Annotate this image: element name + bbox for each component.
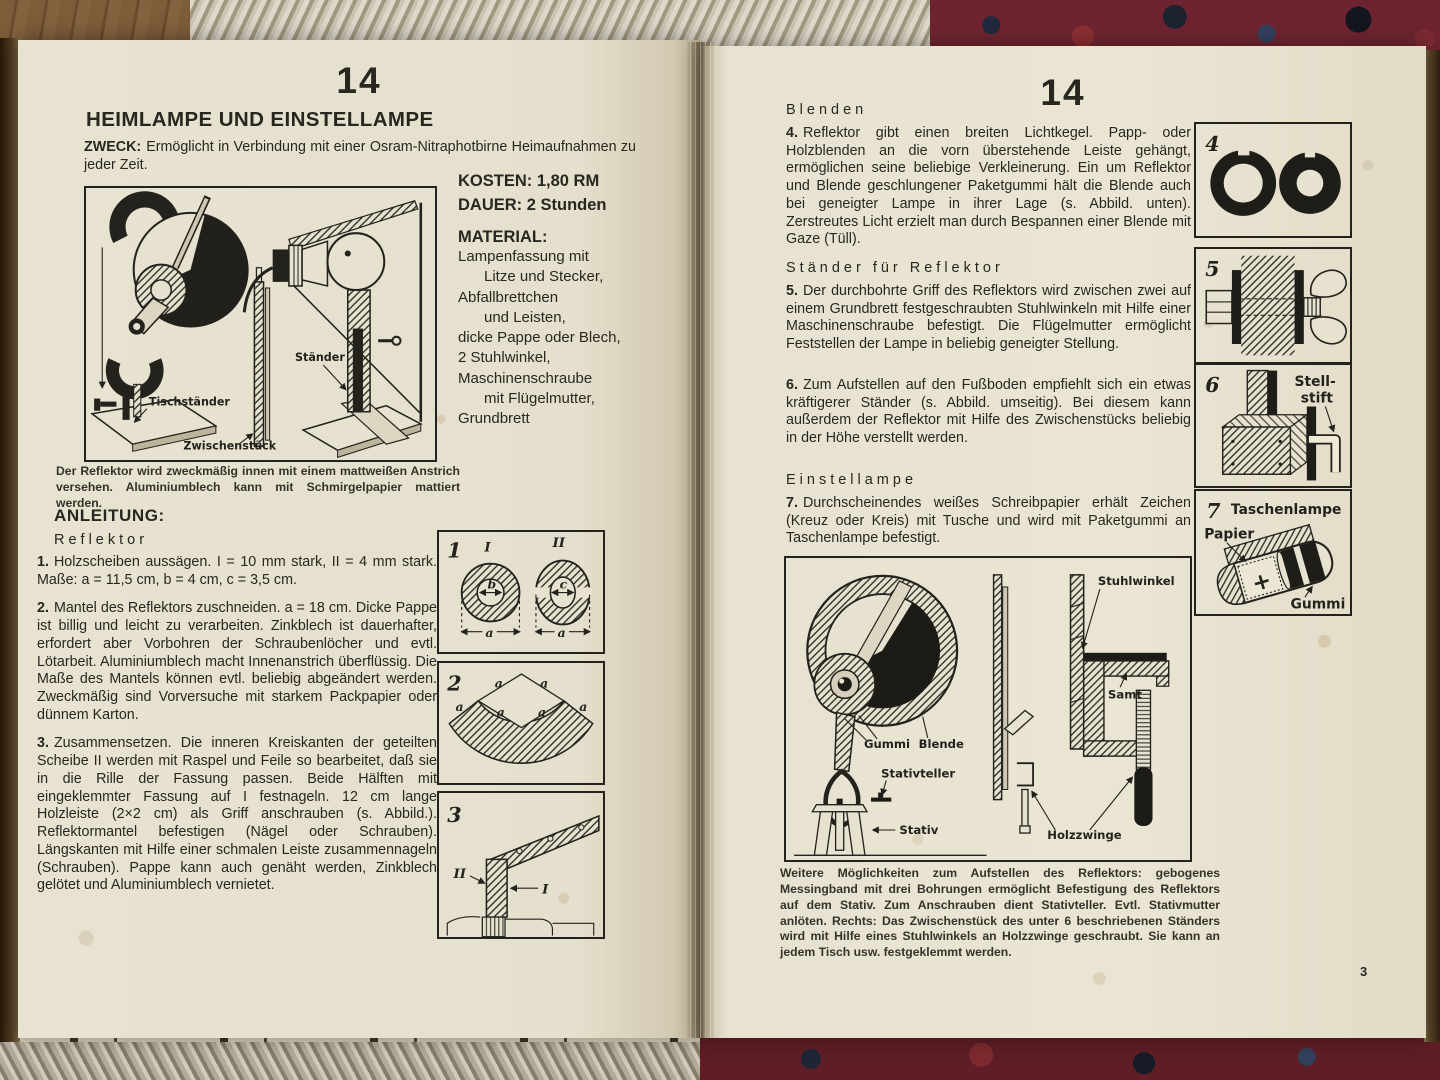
diagram-6-drawing [1196, 365, 1350, 486]
spacer-stick-drawing [254, 268, 269, 447]
label-stuhlwinkel: Stuhlwinkel [1097, 573, 1175, 588]
label-stativteller: Stativteller [881, 766, 956, 781]
right-page [700, 46, 1426, 1038]
label-blende: Blende [918, 736, 964, 751]
book-cover-left-edge [0, 38, 20, 1042]
diagram-3-drawing [439, 793, 603, 937]
diagram-2-number: 2 [447, 671, 462, 696]
cross-mark: + [1249, 567, 1275, 598]
dim-a: a [538, 704, 547, 720]
diagram-7 [1194, 489, 1352, 616]
step-text: Durchscheinendes weißes Schreibpapier erhält Zeichen (Kreuz oder Kreis) mit Tusche und wird mit Paketgummi an Taschenlampe befestigt. [786, 495, 1191, 547]
diagram-5-number: 5 [1205, 257, 1220, 282]
label-papier: Papier [1204, 526, 1255, 543]
roman-one: I [484, 539, 491, 556]
diagram-1 [437, 530, 605, 654]
label-staender: Ständer [294, 351, 345, 365]
material-line: Abfallbrettchen [458, 288, 559, 306]
step-text: Holzscheiben aussägen. I = 10 mm stark, II = 4 mm stark. Maße: a = 11,5 cm, b = 4 cm, c = 3,5 cm. [37, 554, 437, 588]
diagram-7-number: 7 [1206, 499, 1221, 524]
step-text: Mantel des Reflektors zuschneiden. a = 18 cm. Dicke Pappe ist billig und leicht zu verarbeiten. Zinkblech ist dauerhafter, erfordert aber Vorbohren der Schraubenlöcher und evtl. Lötarbeit. Aluminiumblech macht Innenanstrich überflüssig. Die Maße des Mantels können evtl. beliebig abgeändert werden. Zweckmäßig sind Vorversuche mit starkem Packpapier oder dünnem Karton. [37, 600, 437, 723]
diagram-6-number: 6 [1205, 373, 1220, 398]
diagram-1-number: 1 [447, 538, 462, 563]
lamp-exploded-drawing [86, 188, 435, 460]
step-text: Der durchbohrte Griff des Reflektors wird zwischen zwei auf einem Grundbrett festgeschraubten Stuhlwinkeln mit Hilfe einer Maschinenschraube befestigt. Die Flügelmutter ermöglicht Feststellen der Lampe in beliebig geneigter Stellung. [786, 283, 1191, 353]
info-column [458, 172, 704, 429]
dim-a: a [579, 699, 588, 715]
roman-two: II [552, 535, 565, 552]
right-page-number: 14 [1040, 72, 1086, 113]
diagram-3 [437, 791, 605, 939]
roman-one: I [542, 881, 549, 898]
step-2 [37, 600, 437, 724]
step-number: 1. [37, 554, 49, 570]
diagram-4-number: 4 [1205, 132, 1220, 157]
reflektor-heading: Reflektor [54, 532, 149, 548]
carpet-bottom-right [700, 1038, 1440, 1080]
dim-a: a [557, 624, 566, 640]
dim-b: b [487, 576, 497, 592]
material-label: MATERIAL: [458, 228, 548, 246]
diagram-4-drawing [1196, 124, 1350, 236]
carpet-fringe-bottom [0, 1042, 780, 1080]
step-number: 5. [786, 283, 798, 299]
diagram-5-drawing [1196, 249, 1350, 362]
zweck-label: ZWECK: [84, 139, 142, 155]
middle-bar-drawing [994, 575, 1033, 833]
zweck-text: Ermöglicht in Verbindung mit einer Osram-Nitraphotbirne Heimaufnahmen zu jeder Zeit. [84, 139, 636, 173]
diagram-6 [1194, 363, 1352, 488]
label-taschenlampe: Taschenlampe [1230, 502, 1342, 518]
diagram-5 [1194, 247, 1352, 364]
step-7 [786, 495, 1191, 548]
dauer-line: DAUER: 2 Stunden [458, 196, 607, 214]
material-line: dicke Pappe oder Blech, [458, 329, 621, 346]
step-text: Zusammensetzen. Die inneren Kreiskanten der geteilten Scheibe II werden mit Raspel und Feile so bearbeitet, daß sie in die Rille der Fassung passen. Beide Hälften mit eingeklemmter Fassung auf I festnageln. 12 cm lange Holzleiste (2×2 cm) als Griff anschrauben (s. Abbild.). Reflektormantel befestigen (Nägel oder Schrauben). Längskanten mit Hilfe einer schmalen Leiste zusammennageln (Schrauben). Pappe kann auch genäht werden, Zinkblech gelötet und Aluminiumblech vernietet. [37, 735, 437, 894]
step-6 [786, 377, 1191, 448]
label-holzzwinge: Holzzwinge [1047, 828, 1122, 843]
staender-heading: Ständer für Reflektor [786, 260, 1004, 276]
diagram-2-drawing [439, 663, 603, 783]
material-line: Lampenfassung mit [458, 248, 589, 265]
tripod-drawing [794, 799, 986, 856]
step-text: Reflektor gibt einen breiten Lichtkegel. Papp- oder Holzblenden an die vorn überstehende Leiste gehängt, ermöglichen seine beliebige Verkleinerung. Ein um Reflektor und Blende geschlungener Paketgummi hält die Blende auch bei geneigter Lampe in ihrer Lage (s. Abbild. unten). Zerstreutes Licht erzielt man durch Bespannen einer Blende mit Gaze (Tüll). [786, 125, 1191, 248]
label-samt: Samt [1107, 687, 1142, 702]
step-number: 6. [786, 377, 798, 393]
step-number: 3. [37, 735, 49, 752]
main-figure-right [784, 556, 1192, 862]
cone-and-bulb-drawing [244, 201, 421, 422]
figure-caption: Der Reflektor wird zweckmäßig innen mit einem mattweißen Anstrich versehen. Aluminiumblech kann mit Schmirgelpapier mattiert werden. [56, 464, 460, 510]
dim-a: a [455, 699, 464, 715]
step-number: 7. [786, 495, 798, 511]
blenden-heading: Blenden [786, 102, 868, 118]
kosten-line: KOSTEN: 1,80 RM [458, 172, 600, 190]
label-tischstaender: Tischständer [148, 395, 230, 409]
dim-a: a [485, 624, 494, 640]
diagram-3-number: 3 [447, 803, 462, 828]
material-line: mit Flügelmutter, [484, 389, 595, 407]
main-figure-left [84, 186, 437, 462]
material-line: 2 Stuhlwinkel, [458, 349, 551, 367]
label-stellstift-1: Stell- [1294, 373, 1336, 390]
material-line: Litze und Stecker, [484, 268, 604, 286]
einstellampe-heading: Einstellampe [786, 472, 918, 488]
book-cover-right-edge [1424, 50, 1440, 1042]
diagram-4 [1194, 122, 1352, 238]
instruction-steps [37, 554, 437, 906]
dim-c: c [559, 576, 568, 592]
folio-page-number: 3 [1360, 964, 1368, 979]
anleitung-heading: ANLEITUNG: [54, 506, 165, 525]
step-3 [37, 735, 437, 894]
material-line: Maschinenschraube [458, 369, 593, 387]
diagram-2 [437, 661, 605, 785]
step-5 [786, 283, 1191, 354]
book-gutter [686, 42, 716, 1038]
reflector-wheel [807, 576, 957, 826]
diagram-7-drawing [1196, 491, 1350, 614]
label-gummi: Gummi [863, 736, 910, 751]
label-zwischenstueck: Zwischenstück [183, 439, 277, 453]
label-stellstift-2: stift [1300, 390, 1334, 407]
dim-a: a [496, 704, 505, 720]
roman-two: II [453, 865, 466, 882]
reflector-stand-drawing [786, 558, 1190, 860]
material-list [458, 247, 704, 429]
left-page [18, 40, 700, 1038]
step-number: 2. [37, 600, 49, 617]
page-title: HEIMLAMPE UND EINSTELLAMPE [86, 108, 434, 131]
dim-a: a [540, 675, 549, 691]
step-1 [37, 554, 437, 589]
floor-stand-drawing [303, 290, 421, 457]
label-gummi-7: Gummi [1290, 596, 1346, 613]
step-text: Zum Aufstellen auf den Fußboden empfiehlt sich ein etwas kräftigerer Ständer (s. Abbild. umseitig). Bei diesem kann außerdem der Reflektor mit Hilfe des Zwischenstücks beliebig in der Höhe verstellt werden. [786, 377, 1191, 447]
zweck-paragraph [84, 139, 636, 174]
footnote: Weitere Möglichkeiten zum Aufstellen des Reflektors: gebogenes Messingband mit drei Bohrungen ermöglicht Befestigung des Reflektors auf dem Stativ. Zum Anschrauben dient Stativteller. Evtl. Stativmutter anlöten. Rechts: Das Zwischenstück des unter 6 beschriebenen Ständers wird mit Hilfe eines Stuhlwinkels an Holzzwinge geschraubt. Sie kann an jedem Tisch usw. festgeklemmt werden. [780, 866, 1220, 960]
material-line: und Leisten, [484, 308, 566, 326]
step-number: 4. [786, 125, 798, 141]
stativteller-drawing [871, 793, 891, 802]
label-stativ: Stativ [899, 823, 939, 838]
material-line: Grundbrett [458, 410, 530, 427]
left-page-number: 14 [336, 60, 382, 101]
diagram-1-drawing [439, 532, 603, 652]
dim-a: a [494, 675, 503, 691]
step-4 [786, 125, 1191, 249]
